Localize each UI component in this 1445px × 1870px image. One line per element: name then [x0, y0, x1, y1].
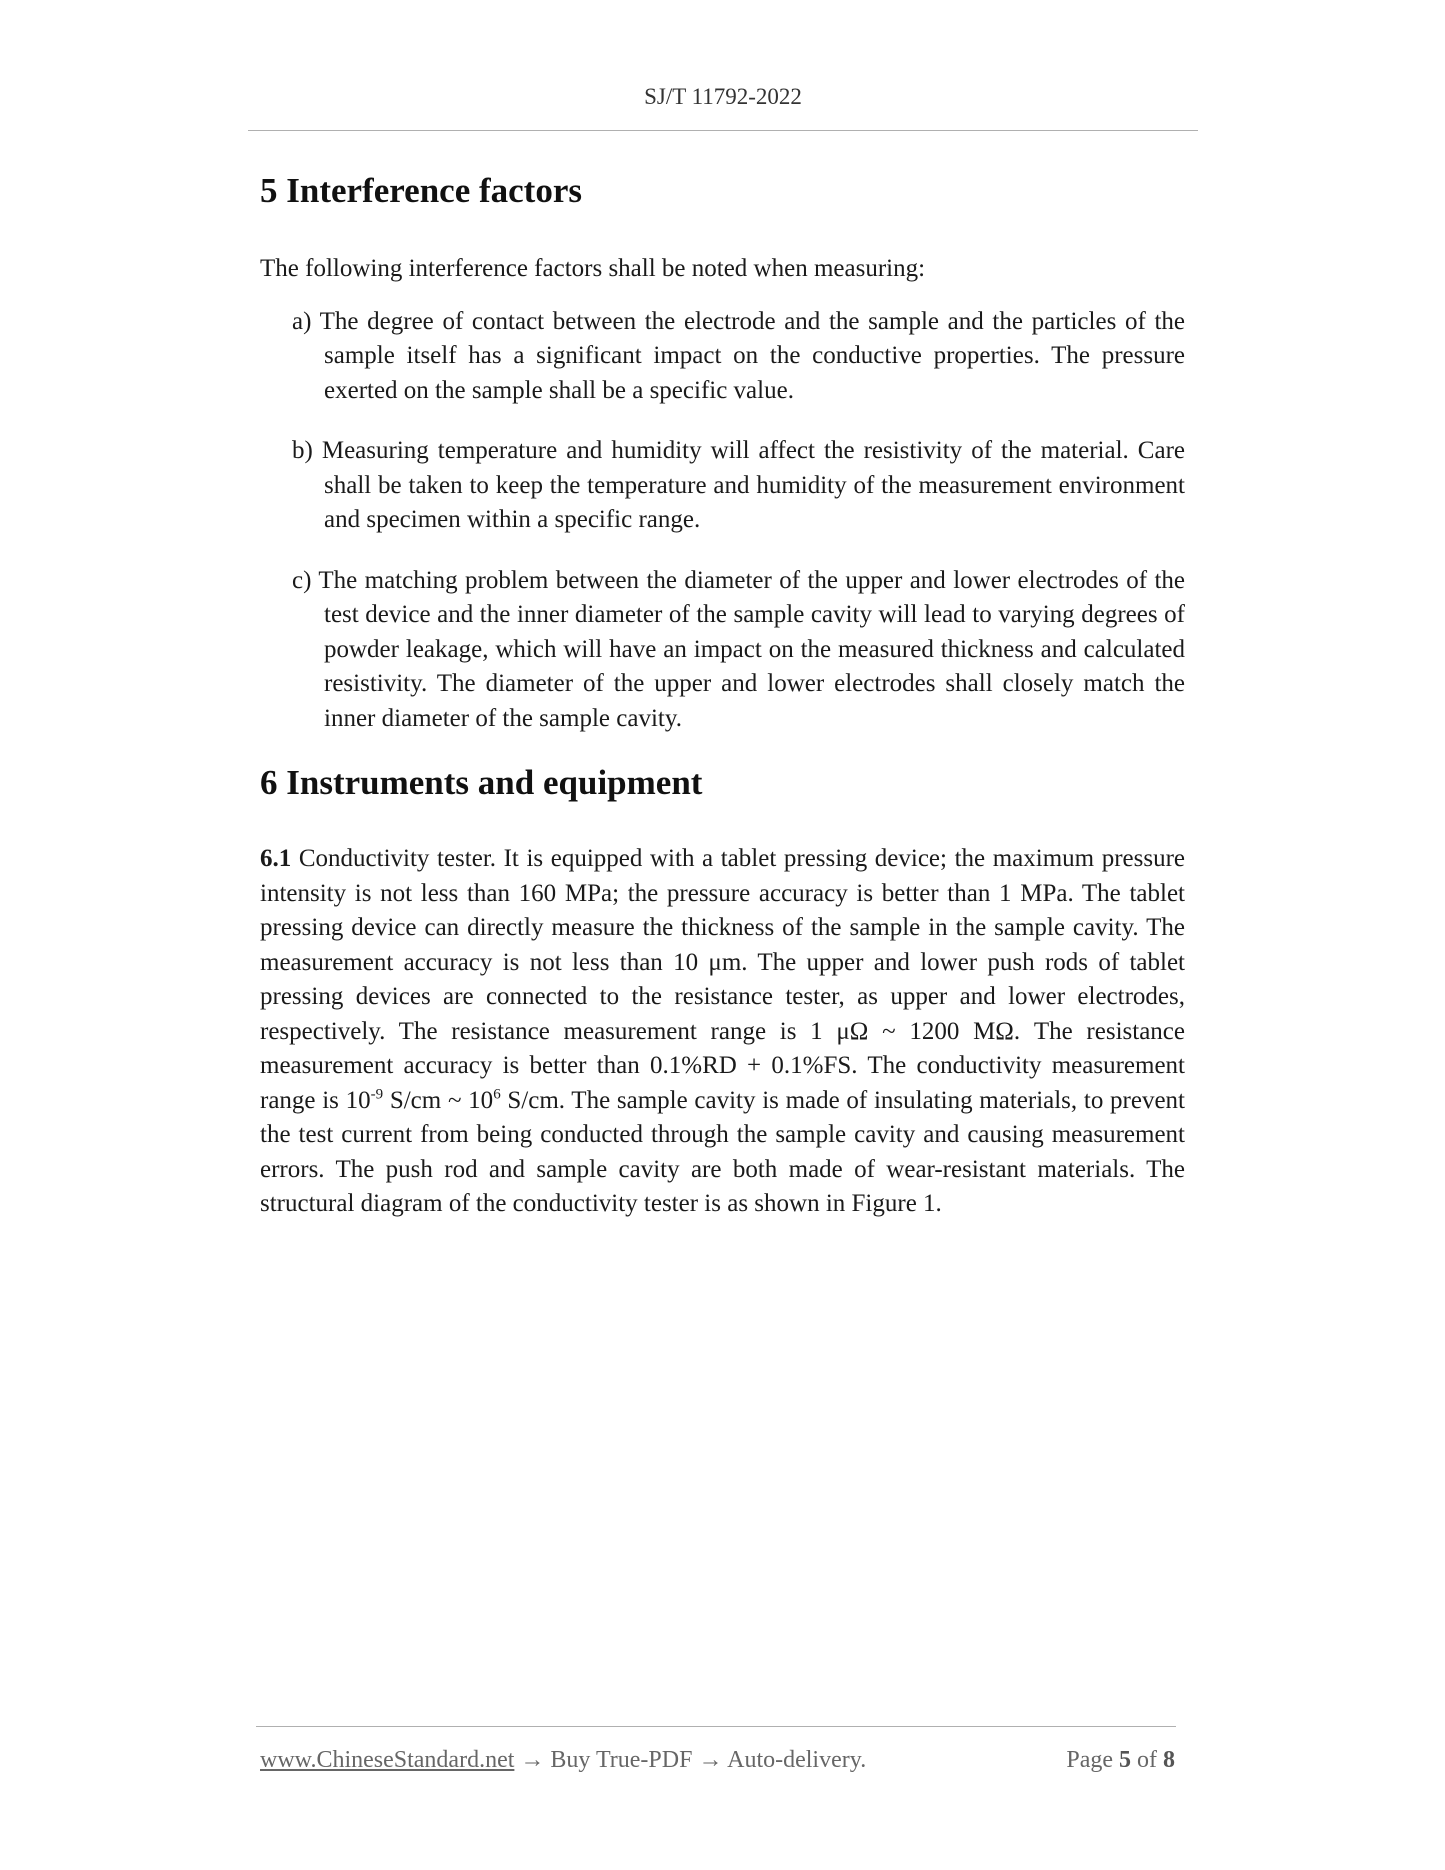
list-item-a: a) The degree of contact between the electrode and the sample and the particles of the sample itself has a significant impact on the conductive properties. The pressure exerted on the sample shall be a specific value. [292, 307, 1185, 404]
footer-divider [256, 1726, 1176, 1727]
total-pages: 8 [1163, 1747, 1175, 1773]
clause-6-1-paragraph [260, 842, 1185, 1222]
page-number: Page 5 of 8 [1066, 1747, 1175, 1773]
clause-text-part2: S/cm ~ 10 [383, 1086, 494, 1114]
section-5-intro: The following interference factors shall be noted when measuring: [260, 255, 926, 282]
section-5-heading: 5 Interference factors [260, 171, 582, 210]
website-link[interactable]: www.ChineseStandard.net [260, 1747, 515, 1773]
page-body [260, 170, 1185, 1222]
section-6-heading: 6 Instruments and equipment [260, 763, 703, 802]
exponent-1: -9 [370, 1086, 384, 1103]
header-divider [248, 130, 1198, 131]
running-header: SJ/T 11792-2022 [644, 84, 802, 109]
clause-number: 6.1 [260, 845, 292, 872]
clause-text-part3: S/cm. The sample cavity is made of insulating materials, to prevent the test current from being conducted through the sample cavity and causing measurement errors. The push rod and sample cavity are both made of wear-resistant materials. The structural diagram of the conductivity tester is as shown in Figure 1. [260, 1086, 1185, 1217]
interference-list [260, 305, 1185, 737]
clause-text-part1: Conductivity tester. It is equipped with a tablet pressing device; the maximum pressure intensity is not less than 160 MPa; the pressure accuracy is better than 1 MPa. The tablet pressing device can directly measure the thickness of the sample in the sample cavity. The measurement accuracy is not less than 10 μm. The upper and lower push rods of tablet pressing devices are connected to the resistance tester, as upper and lower electrodes, respectively. The resistance measurement range is 1 μΩ ~ 1200 MΩ. The resistance measurement accuracy is better than 0.1%RD + 0.1%FS. The conductivity measurement range is 10 [260, 845, 1185, 1114]
footer-tagline: → Buy True-PDF → Auto-delivery. [514, 1747, 867, 1773]
footer-promo [260, 1747, 866, 1774]
current-page: 5 [1119, 1747, 1131, 1773]
list-item-c: c) The matching problem between the diameter of the upper and lower electrodes of the test device and the inner diameter of the sample cavity will lead to varying degrees of powder leakage, which will have an impact on the measured thickness and calculated resistivity. The diameter of the upper and lower electrodes shall closely match the inner diameter of the sample cavity. [292, 566, 1185, 732]
exponent-2: 6 [493, 1086, 501, 1103]
list-item-b: b) Measuring temperature and humidity will affect the resistivity of the material. Care shall be taken to keep the temperature and humidity of the measurement environment and specimen within a specific range. [292, 437, 1185, 533]
